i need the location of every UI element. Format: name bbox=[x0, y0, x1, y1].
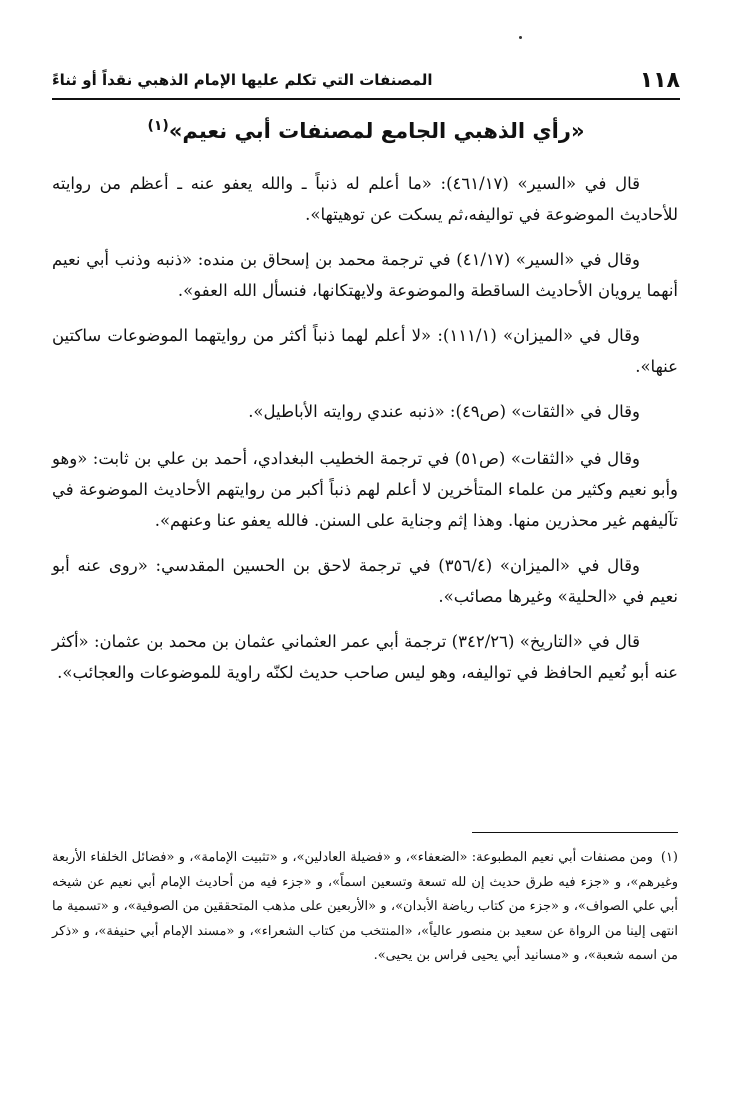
footnote-reference: (١) bbox=[147, 118, 169, 134]
page-number: ١١٨ bbox=[639, 67, 680, 93]
section-title-text: «رأي الذهبي الجامع لمصنفات أبي نعيم» bbox=[168, 119, 585, 143]
paragraph-5: وقال في «الثقات» (ص٥١) في ترجمة الخطيب البغدادي، أحمد بن علي بن ثابت: «وهو وأبو نعيم وكثير من علماء المتأخرين لا أعلم لهم ذنباً أكبر من روايتهم الأحاديث الموضوعة في تآليفهم غير محذرين منها. وهذا إثم وجناية على السنن. فالله يعفو عنا وعنهم». bbox=[52, 449, 678, 530]
footnote-text: ومن مصنفات أبي نعيم المطبوعة: «الضعفاء»، و «فضيلة العادلين»، و «تثبيت الإمامة»، و «فضائل الخلفاء الأربعة وغيرهم»، و «جزء فيه طرق حديث إن لله تسعة وتسعين اسماً»، و «جزء فيه من أحاديث الإمام أبي نعيم عن شيخه أبي علي الصواف»، و «جزء من كتاب رياضة الأبدان»، و «الأربعين على مذهب المتحققين من الصوفية»، و «تسمية ما انتهى إلينا من الرواة عن سعيد بن منصور عالياً»، «المنتخب من كتاب الشعراء»، و «مسند الإمام أبي حنيفة»، و «ذكر من اسمه شعبة»، و «مسانيد أبي يحيى فراس بن يحيى». bbox=[52, 850, 678, 963]
page-header bbox=[52, 62, 680, 100]
body-text bbox=[52, 168, 678, 702]
footnote bbox=[52, 846, 678, 969]
print-speck bbox=[519, 36, 522, 39]
section-title bbox=[52, 118, 680, 143]
running-title: المصنفات التي تكلم عليها الإمام الذهبي نقداً أو ثناءً bbox=[52, 71, 433, 89]
paragraph-3: وقال في «الميزان» (١١١/١): «لا أعلم لهما ذنباً أكثر من روايتهما الموضوعات ساكتين عنها». bbox=[52, 326, 678, 376]
footnote-number: (١) bbox=[660, 850, 678, 865]
paragraph-6: وقال في «الميزان» (٣٥٦/٤) في ترجمة لاحق بن الحسين المقدسي: «روى عنه أبو نعيم في «الحلية» وغيرها مصائب». bbox=[52, 556, 678, 606]
paragraph-2: وقال في «السير» (٤١/١٧) في ترجمة محمد بن إسحاق بن منده: «ذنبه وذنب أبي نعيم أنهما يرويان الأحاديث الساقطة والموضوعة ولايهتكانها، فنسأل الله العفو». bbox=[52, 250, 678, 300]
paragraph-1: قال في «السير» (٤٦١/١٧): «ما أعلم له ذنباً ـ والله يعفو عنه ـ أعظم من روايته للأحاديث الموضوعة في تواليفه،ثم يسكت عن توهيتها». bbox=[52, 174, 678, 224]
paragraph-7: قال في «التاريخ» (٣٤٢/٢٦) ترجمة أبي عمر العثماني عثمان بن محمد بن عثمان: «أكثر عنه أبو نُعيم الحافظ في تواليفه، وهو ليس صاحب حديث لكنّه راوية للموضوعات والعجائب». bbox=[52, 632, 678, 682]
footnote-separator bbox=[472, 832, 678, 833]
paragraph-4: وقال في «الثقات» (ص٤٩): «ذنبه عندي روايته الأباطيل». bbox=[248, 402, 640, 421]
